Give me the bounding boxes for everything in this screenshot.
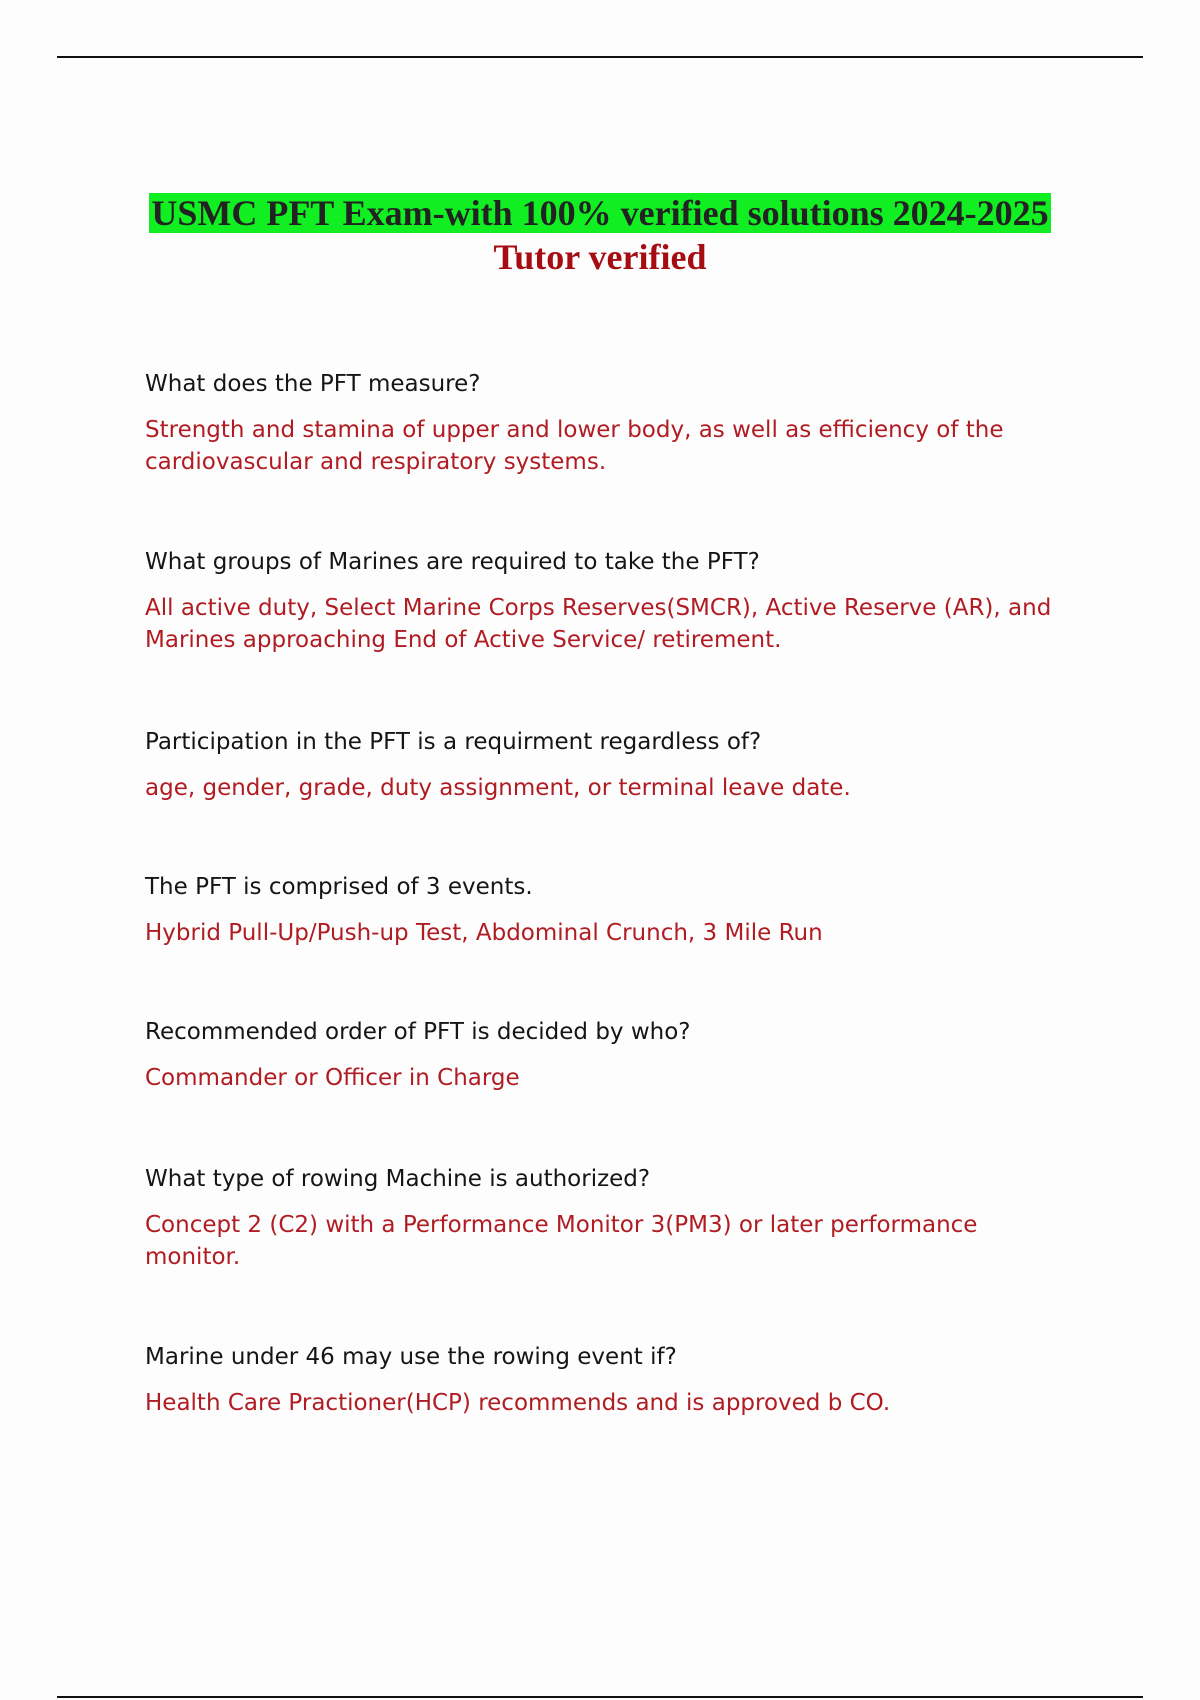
question-text: Recommended order of PFT is decided by who? (145, 1019, 691, 1045)
question-text: Participation in the PFT is a requirment regardless of? (145, 729, 762, 755)
qa-item (145, 726, 1075, 804)
question-text: What does the PFT measure? (145, 371, 481, 397)
qa-item (145, 1163, 1075, 1273)
answer-text: Commander or Officer in Charge (145, 1065, 520, 1091)
answer-text: Concept 2 (C2) with a Performance Monitor 3(PM3) or later performance monitor. (145, 1212, 978, 1270)
title-block (100, 192, 1100, 279)
page-subtitle: Tutor verified (493, 237, 707, 277)
answer-text: Health Care Practioner(HCP) recommends and is approved b CO. (145, 1390, 891, 1416)
qa-item (145, 546, 1075, 656)
question-text: What type of rowing Machine is authorized? (145, 1166, 651, 1192)
qa-item (145, 1016, 1075, 1094)
answer-text: age, gender, grade, duty assignment, or terminal leave date. (145, 775, 851, 801)
qa-item (145, 368, 1075, 478)
question-text: What groups of Marines are required to take the PFT? (145, 549, 760, 575)
qa-item (145, 1341, 1075, 1419)
highlighted-title-text: USMC PFT Exam-with 100% verified solutions 2024-2025 (151, 193, 1049, 233)
question-text: Marine under 46 may use the rowing event if? (145, 1344, 677, 1370)
question-text: The PFT is comprised of 3 events. (145, 874, 533, 900)
top-rule (57, 56, 1143, 58)
answer-text: Hybrid Pull-Up/Push-up Test, Abdominal Crunch, 3 Mile Run (145, 920, 823, 946)
bottom-rule (57, 1696, 1143, 1698)
page-title (100, 192, 1100, 235)
answer-text: Strength and stamina of upper and lower body, as well as efficiency of the cardiovascular and respiratory systems. (145, 417, 1004, 475)
answer-text: All active duty, Select Marine Corps Reserves(SMCR), Active Reserve (AR), and Marines approaching End of Active Service/ retirement. (145, 595, 1052, 653)
qa-item (145, 871, 1075, 949)
